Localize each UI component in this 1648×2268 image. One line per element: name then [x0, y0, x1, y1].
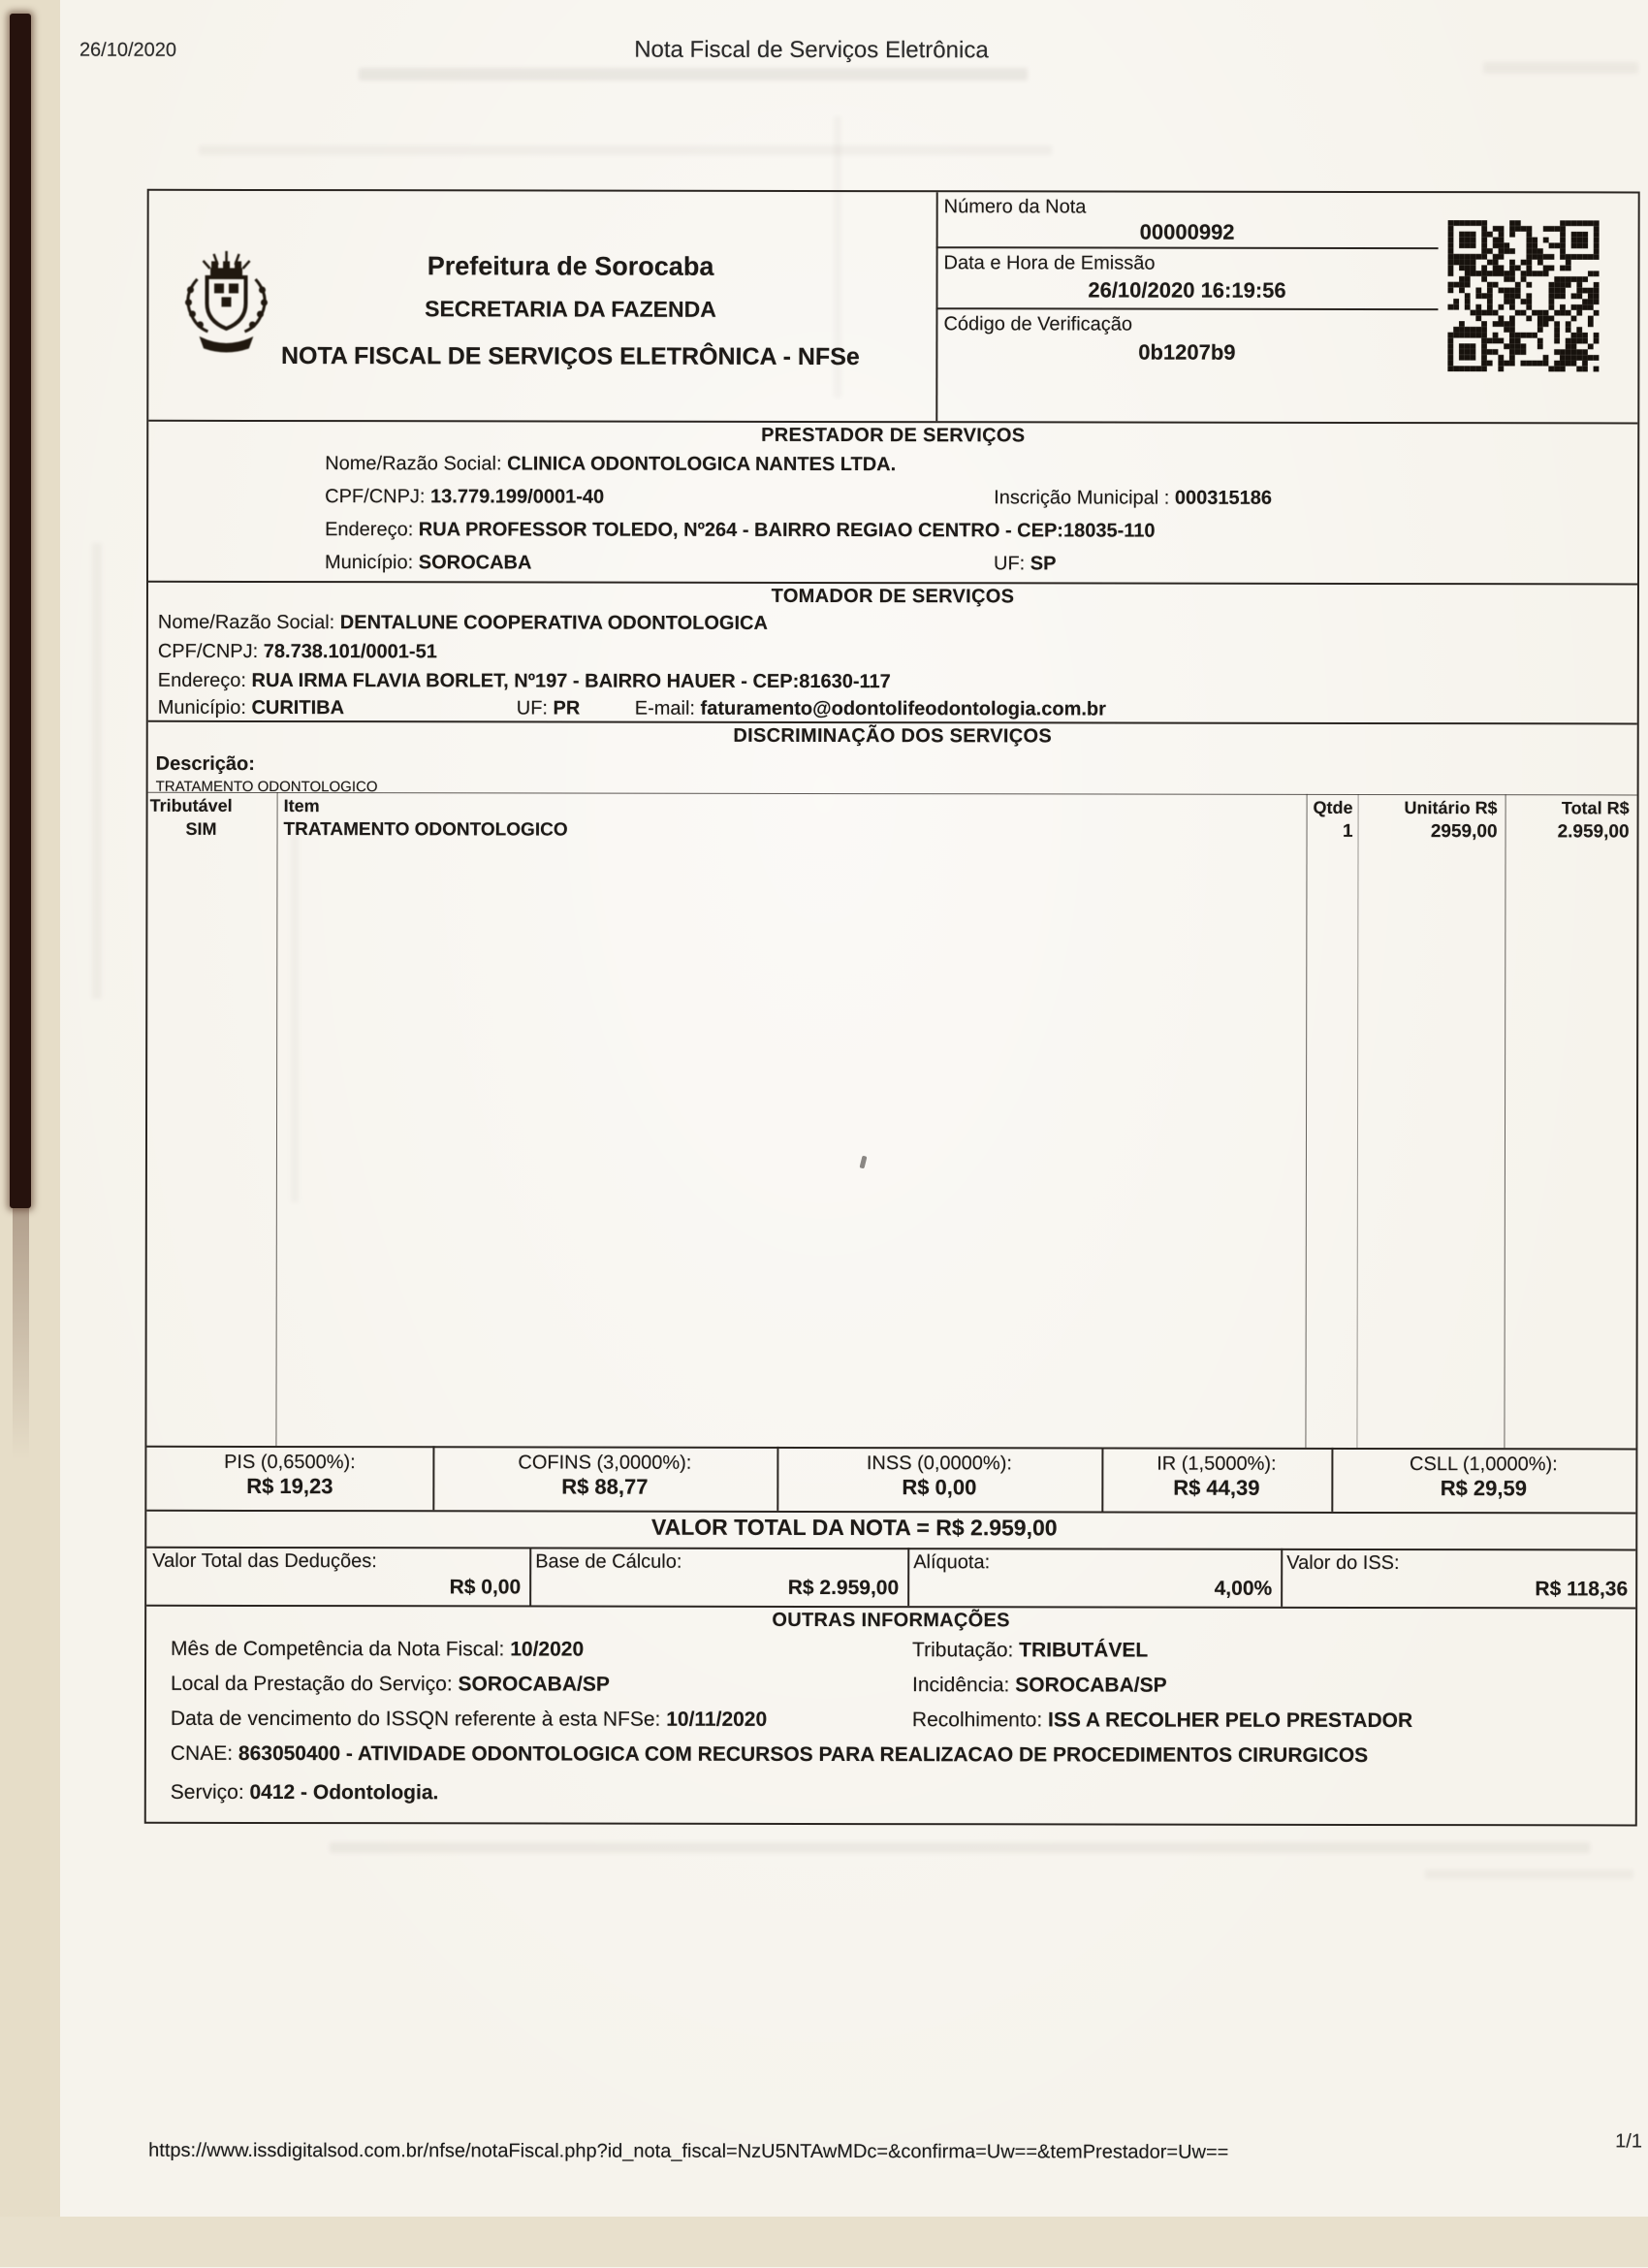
- local-prestacao-value: SOROCABA/SP: [458, 1673, 610, 1696]
- competencia-label: Mês de Competência da Nota Fiscal:: [171, 1637, 505, 1661]
- servico-label: Serviço:: [170, 1780, 244, 1804]
- document-type-title: NOTA FISCAL DE SERVIÇOS ELETRÔNICA - NFSe: [280, 342, 860, 371]
- nota-number-value: 00000992: [1139, 219, 1235, 244]
- competencia-value: 10/2020: [510, 1638, 585, 1661]
- tomador-municipio-label: Município:: [157, 696, 246, 719]
- aliquota-value: 4,00%: [1214, 1577, 1273, 1600]
- servico-value: 0412 - Odontologia.: [249, 1780, 439, 1805]
- tax-pis-label: PIS (0,6500%):: [224, 1451, 356, 1474]
- row-unitario: 2959,00: [1430, 821, 1498, 843]
- servico-row: [171, 1781, 439, 1805]
- incidencia-label: Incidência:: [911, 1674, 1010, 1697]
- prestador-uf-label: UF:: [994, 553, 1026, 575]
- servicos-section-title: DISCRIMINAÇÃO DOS SERVIÇOS: [733, 724, 1053, 748]
- info-rule: [935, 307, 1438, 310]
- col-header-total: Total R$: [1561, 798, 1630, 818]
- base-calculo-value: R$ 2.959,00: [787, 1576, 900, 1600]
- tax-cell-pis: [146, 1446, 432, 1511]
- tributacao-value: TRIBUTÁVEL: [1019, 1639, 1149, 1662]
- incidencia-row: [912, 1674, 1167, 1697]
- prestador-municipio-label: Município:: [325, 552, 414, 574]
- invoice-frame: [144, 189, 1640, 1827]
- local-prestacao-row: [171, 1673, 610, 1697]
- prestador-nome-label: Nome/Razão Social:: [325, 453, 502, 475]
- tax-inss-value: R$ 0,00: [902, 1475, 977, 1500]
- nota-number-label: Número da Nota: [943, 196, 1087, 218]
- tomador-nome-label: Nome/Razão Social:: [157, 611, 335, 634]
- tributacao-row: [912, 1639, 1148, 1662]
- tomador-email-row: [635, 698, 1106, 721]
- tax-pis-value: R$ 19,23: [246, 1473, 333, 1499]
- tomador-endereco-row: [158, 670, 891, 693]
- cnae-row: [171, 1742, 1368, 1768]
- outras-section-title: OUTRAS INFORMAÇÕES: [772, 1609, 1010, 1632]
- tomador-uf-value: PR: [553, 697, 581, 719]
- tax-cell-csll: [1331, 1448, 1635, 1513]
- local-prestacao-label: Local da Prestação do Serviço:: [170, 1672, 453, 1696]
- row-qtde: 1: [1342, 820, 1353, 842]
- info-rule: [936, 246, 1439, 249]
- verification-code-label: Código de Verificação: [943, 313, 1133, 335]
- cnae-label: CNAE:: [170, 1741, 234, 1765]
- tomador-email-value: faturamento@odontolifeodontologia.com.br: [700, 697, 1106, 720]
- tax-cofins-value: R$ 88,77: [561, 1474, 649, 1499]
- tomador-municipio-value: CURITIBA: [251, 696, 345, 719]
- tax-cell-ir: [1101, 1448, 1331, 1512]
- descricao-value: TRATAMENTO ODONTOLOGICO: [155, 778, 378, 796]
- tomador-municipio-row: [158, 697, 344, 719]
- print-header-title: Nota Fiscal de Serviços Eletrônica: [634, 36, 989, 64]
- prefeitura-title: Prefeitura de Sorocaba: [427, 251, 714, 281]
- prestador-municipio-value: SOROCABA: [418, 552, 532, 574]
- prestador-im-row: [994, 487, 1272, 510]
- vencimento-label: Data de vencimento do ISSQN referente à esta NFSe:: [170, 1707, 661, 1731]
- prestador-nome-row: [325, 453, 896, 476]
- tomador-uf-row: [517, 697, 581, 719]
- competencia-row: [171, 1638, 584, 1662]
- prestador-uf-row: [994, 553, 1057, 575]
- tomador-section-title: TOMADOR DE SERVIÇOS: [771, 585, 1015, 608]
- aliquota-label: Alíquota:: [913, 1551, 991, 1574]
- descricao-label: Descrição:: [155, 752, 255, 775]
- prestador-im-value: 000315186: [1174, 487, 1273, 509]
- tax-inss-label: INSS (0,0000%):: [866, 1453, 1012, 1475]
- tomador-email-label: E-mail:: [634, 697, 696, 719]
- cnae-value: 863050400 - ATIVIDADE ODONTOLOGICA COM RECURSOS PARA REALIZACAO DE PROCEDIMENTOS CIRURGICOS: [238, 1741, 1369, 1767]
- tomador-cnpj-value: 78.738.101/0001-51: [263, 640, 437, 663]
- tax-cofins-label: COFINS (3,0000%):: [518, 1452, 692, 1474]
- prestador-endereco-label: Endereço:: [325, 519, 414, 541]
- prestador-endereco-value: RUA PROFESSOR TOLEDO, Nº264 - BAIRRO REGIAO CENTRO - CEP:18035-110: [418, 519, 1156, 542]
- table-col-rule: [1356, 794, 1358, 1448]
- emission-value: 26/10/2020 16:19:56: [1088, 277, 1286, 303]
- prestador-nome-value: CLINICA ODONTOLOGICA NANTES LTDA.: [507, 453, 897, 476]
- tax-csll-label: CSLL (1,0000%):: [1410, 1453, 1558, 1476]
- valor-iss-label: Valor do ISS:: [1286, 1551, 1400, 1575]
- table-col-rule: [1504, 794, 1505, 1448]
- col-header-qtde: Qtde: [1313, 797, 1353, 817]
- recolhimento-row: [912, 1709, 1412, 1733]
- tomador-uf-label: UF:: [516, 697, 549, 719]
- row-total: 2.959,00: [1557, 821, 1630, 843]
- table-col-rule: [1305, 794, 1307, 1448]
- vencimento-row: [171, 1708, 767, 1732]
- tax-csll-value: R$ 29,59: [1440, 1476, 1528, 1501]
- tomador-nome-row: [158, 612, 768, 635]
- tax-ir-value: R$ 44,39: [1173, 1475, 1260, 1500]
- calc-divider: [529, 1547, 531, 1605]
- prestador-section-title: PRESTADOR DE SERVIÇOS: [761, 424, 1026, 447]
- tomador-cnpj-row: [158, 641, 437, 664]
- vencimento-value: 10/11/2020: [666, 1708, 768, 1731]
- tax-ir-label: IR (1,5000%):: [1157, 1453, 1277, 1475]
- tributacao-label: Tributação:: [912, 1639, 1014, 1662]
- tax-cell-inss: [776, 1447, 1101, 1512]
- col-header-item: Item: [283, 796, 320, 816]
- prestador-im-label: Inscrição Municipal :: [994, 487, 1170, 509]
- base-calculo-label: Base de Cálculo:: [535, 1550, 682, 1573]
- deducoes-label: Valor Total das Deduções:: [152, 1549, 377, 1573]
- print-header-date: 26/10/2020: [79, 39, 177, 61]
- calc-divider: [1281, 1549, 1283, 1607]
- prestador-cnpj-label: CPF/CNPJ:: [325, 486, 426, 508]
- prestador-cnpj-row: [325, 486, 604, 509]
- total-nota: VALOR TOTAL DA NOTA = R$ 2.959,00: [650, 1514, 1058, 1541]
- secretaria-title: SECRETARIA DA FAZENDA: [425, 296, 716, 322]
- tomador-nome-value: DENTALUNE COOPERATIVA ODONTOLOGICA: [339, 612, 768, 634]
- row-item: TRATAMENTO ODONTOLOGICO: [283, 819, 568, 841]
- tomador-cnpj-label: CPF/CNPJ:: [157, 640, 259, 662]
- print-footer-url: https://www.issdigitalsod.com.br/nfse/notaFiscal.php?id_nota_fiscal=NzU5NTAwMDc=&confirma=Uw==&temPrestador=Uw==: [148, 2139, 1229, 2163]
- prestador-uf-value: SP: [1030, 553, 1057, 575]
- tomador-endereco-value: RUA IRMA FLAVIA BORLET, Nº197 - BAIRRO HAUER - CEP:81630-117: [251, 669, 891, 693]
- table-col-rule: [275, 792, 277, 1446]
- recolhimento-value: ISS A RECOLHER PELO PRESTADOR: [1048, 1709, 1413, 1733]
- qr-code: [1447, 220, 1599, 371]
- calc-divider: [907, 1548, 909, 1606]
- deducoes-value: R$ 0,00: [449, 1576, 522, 1599]
- verification-code-value: 0b1207b9: [1138, 339, 1236, 365]
- emission-label: Data e Hora de Emissão: [943, 252, 1156, 274]
- tax-cell-cofins: [432, 1446, 776, 1511]
- incidencia-value: SOROCABA/SP: [1015, 1674, 1167, 1697]
- prestador-endereco-row: [325, 519, 1155, 542]
- print-footer-page-number: 1/1: [1615, 2130, 1643, 2153]
- col-header-tributavel: Tributável: [149, 795, 233, 815]
- valor-iss-value: R$ 118,36: [1535, 1578, 1629, 1601]
- recolhimento-label: Recolhimento:: [911, 1709, 1043, 1732]
- row-tributavel: SIM: [185, 818, 217, 839]
- prestador-municipio-row: [325, 552, 531, 574]
- tomador-endereco-label: Endereço:: [157, 669, 247, 691]
- prestador-cnpj-value: 13.779.199/0001-40: [430, 486, 605, 508]
- col-header-unitario: Unitário R$: [1404, 798, 1498, 818]
